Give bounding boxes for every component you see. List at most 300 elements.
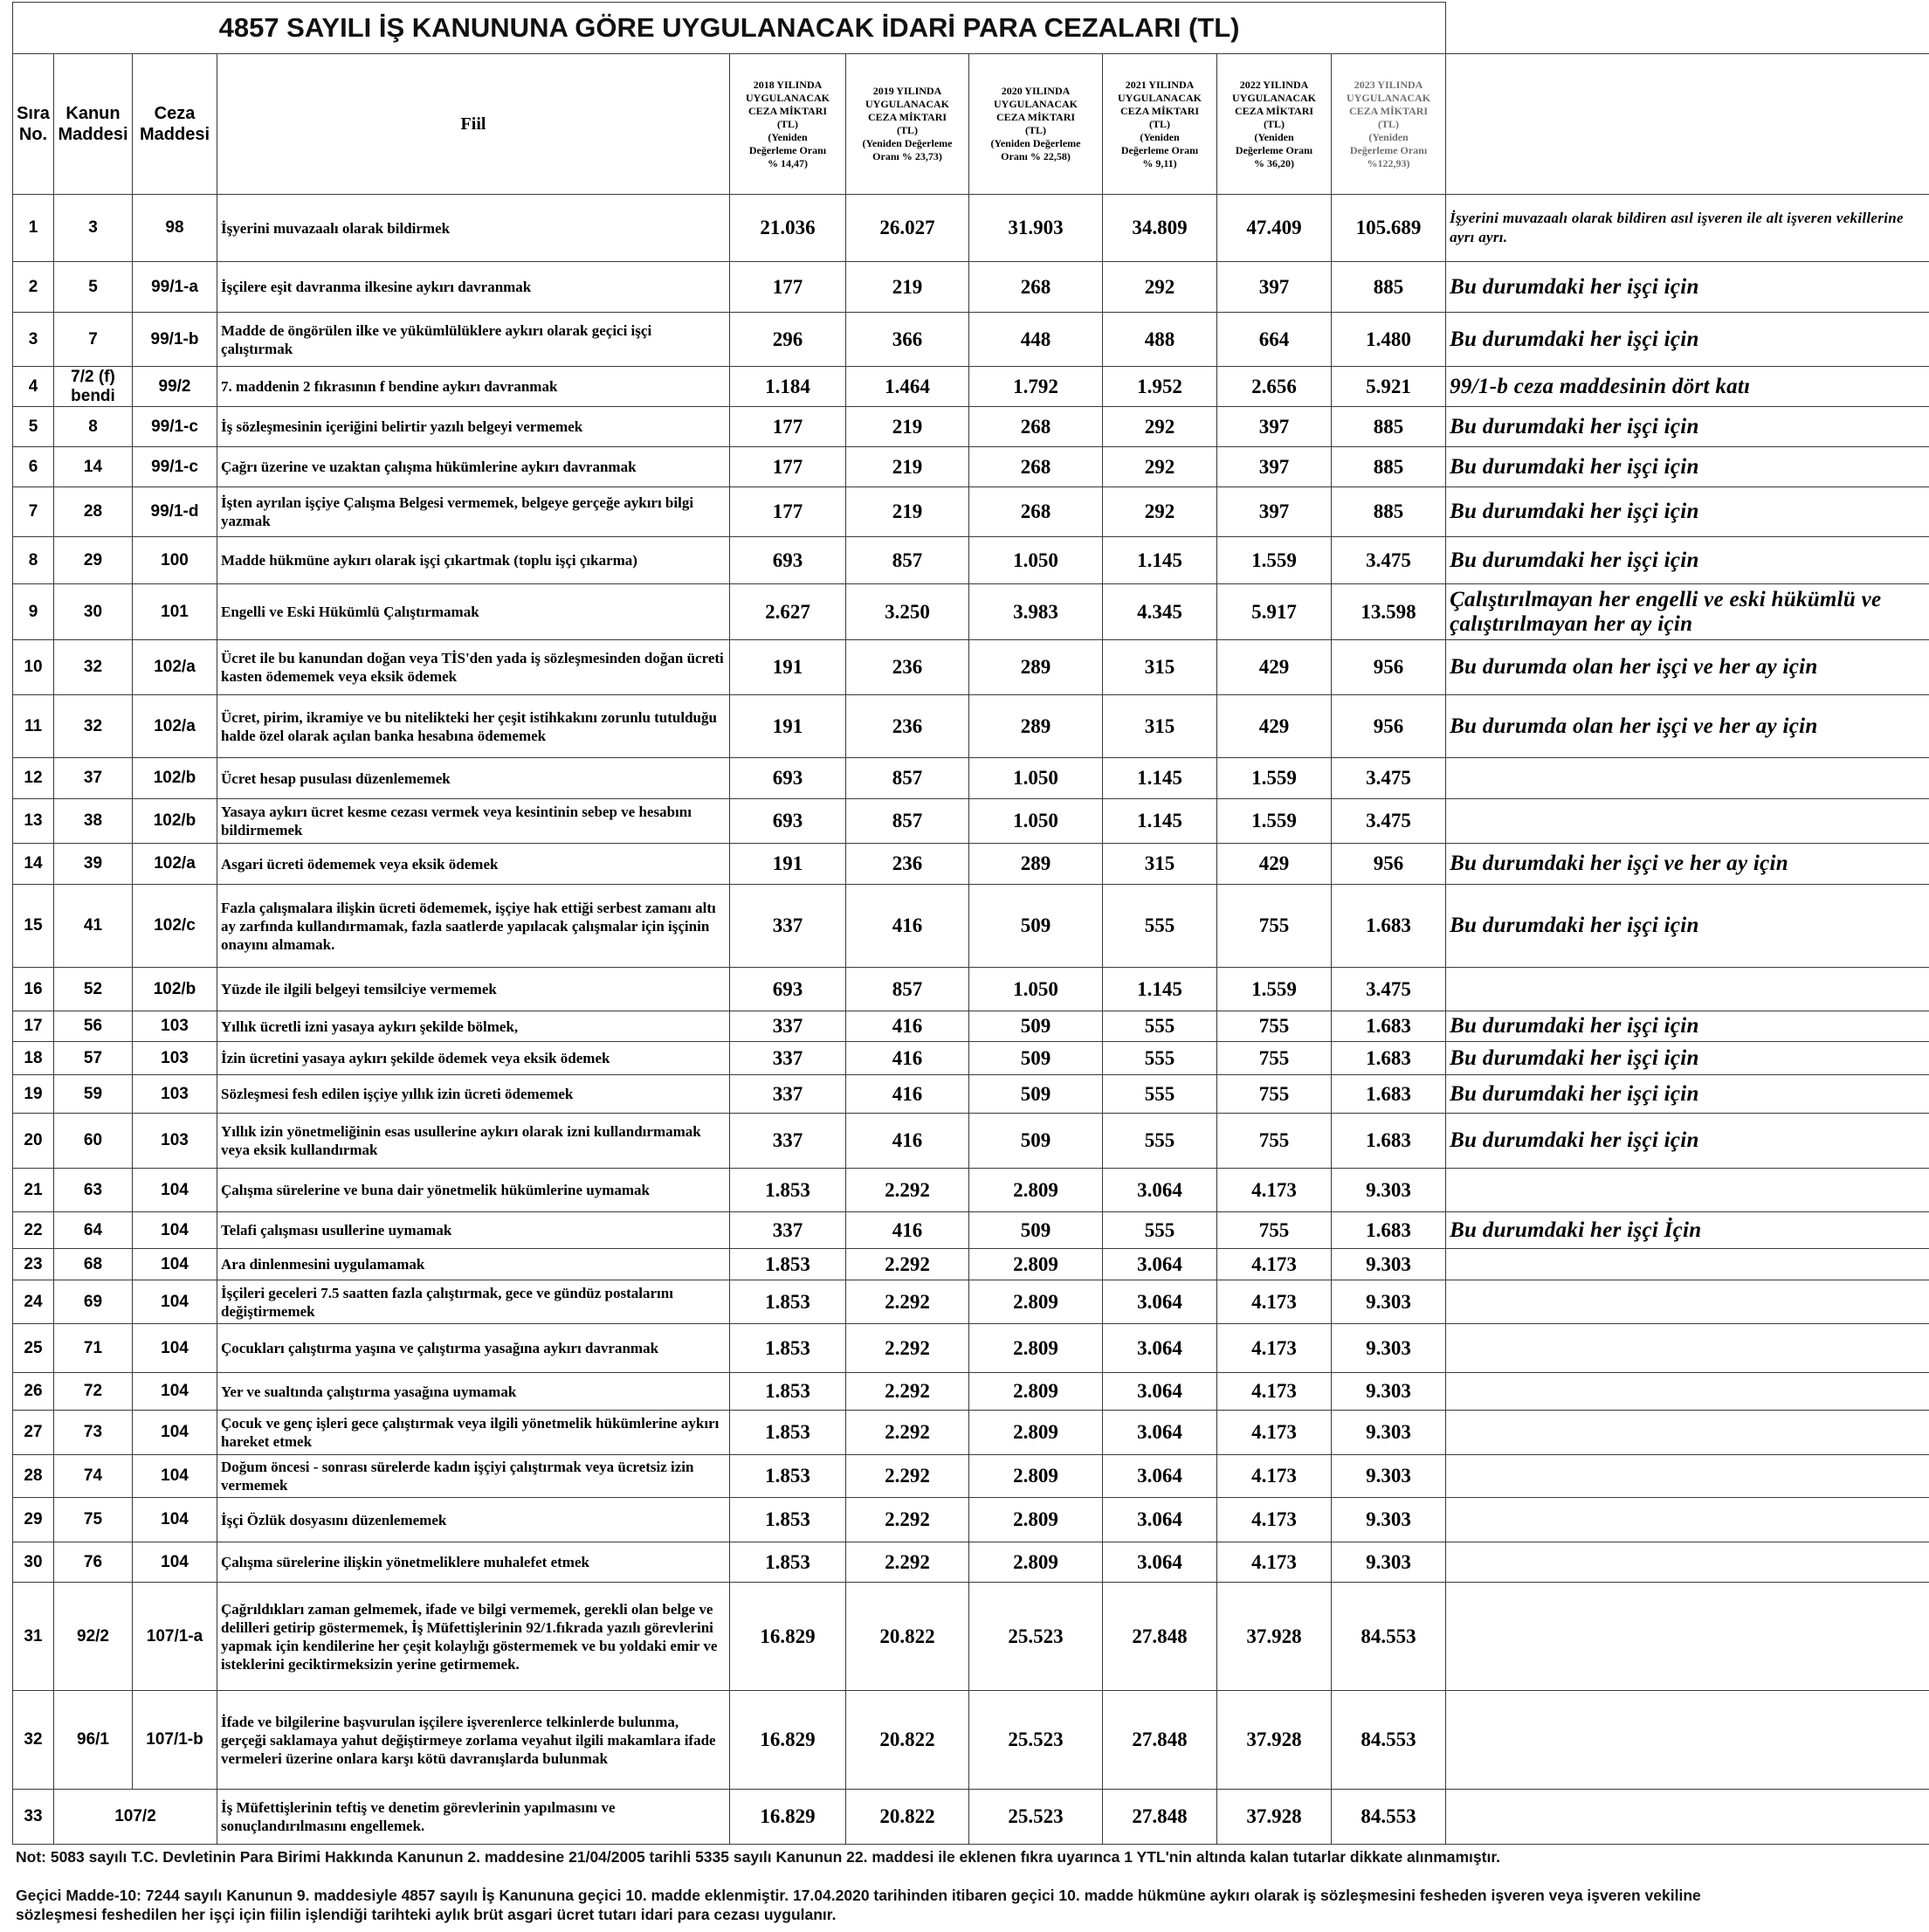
cell-amount-2023: 3.475 bbox=[1332, 799, 1446, 844]
cell-kanun-maddesi: 71 bbox=[54, 1324, 133, 1373]
cell-amount-2020: 25.523 bbox=[969, 1583, 1103, 1691]
cell-sira-no: 18 bbox=[13, 1042, 54, 1075]
cell-sira-no: 14 bbox=[13, 844, 54, 885]
cell-amount-2019: 236 bbox=[846, 844, 969, 885]
cell-note: Bu durumdaki her işçi için bbox=[1446, 1114, 1929, 1169]
cell-amount-2020: 509 bbox=[969, 1075, 1103, 1114]
cell-ceza-maddesi: 107/1-b bbox=[133, 1691, 217, 1790]
cell-amount-2019: 416 bbox=[846, 885, 969, 968]
cell-amount-2022: 755 bbox=[1217, 1042, 1332, 1075]
cell-amount-2023: 1.683 bbox=[1332, 885, 1446, 968]
cell-amount-2020: 268 bbox=[969, 262, 1103, 313]
cell-amount-2018: 693 bbox=[730, 968, 846, 1011]
cell-amount-2022: 1.559 bbox=[1217, 968, 1332, 1011]
cell-kanun-maddesi: 32 bbox=[54, 640, 133, 695]
cell-ceza-maddesi: 104 bbox=[133, 1249, 217, 1280]
cell-note bbox=[1446, 1324, 1929, 1373]
cell-amount-2022: 4.173 bbox=[1217, 1169, 1332, 1212]
table-row bbox=[13, 447, 1929, 487]
cell-kanun-maddesi: 92/2 bbox=[54, 1583, 133, 1691]
cell-amount-2022: 4.173 bbox=[1217, 1542, 1332, 1583]
cell-fiil: Ara dinlenmesini uygulamamak bbox=[217, 1249, 730, 1280]
cell-note: Bu durumda olan her işçi ve her ay için bbox=[1446, 695, 1929, 758]
cell-amount-2022: 755 bbox=[1217, 1114, 1332, 1169]
cell-ceza-maddesi: 104 bbox=[133, 1280, 217, 1324]
cell-sira-no: 32 bbox=[13, 1691, 54, 1790]
cell-fiil: İşçi Özlük dosyasını düzenlememek bbox=[217, 1498, 730, 1542]
cell-note bbox=[1446, 1373, 1929, 1411]
cell-amount-2020: 1.050 bbox=[969, 968, 1103, 1011]
cell-amount-2021: 488 bbox=[1103, 313, 1217, 367]
cell-amount-2019: 416 bbox=[846, 1114, 969, 1169]
cell-amount-2019: 219 bbox=[846, 487, 969, 537]
cell-kanun-maddesi: 59 bbox=[54, 1075, 133, 1114]
cell-amount-2018: 1.853 bbox=[730, 1498, 846, 1542]
cell-amount-2023: 1.683 bbox=[1332, 1114, 1446, 1169]
cell-kanun-maddesi: 75 bbox=[54, 1498, 133, 1542]
cell-fiil: Çağrı üzerine ve uzaktan çalışma hükümlerine aykırı davranmak bbox=[217, 447, 730, 487]
cell-sira-no: 28 bbox=[13, 1455, 54, 1498]
header-year-2023: 2023 YILINDA UYGULANACAK CEZA MİKTARI (TL) (Yeniden Değerleme Oranı %122,93) bbox=[1332, 54, 1446, 195]
cell-kanun-maddesi: 107/2 bbox=[54, 1790, 217, 1845]
cell-amount-2018: 177 bbox=[730, 447, 846, 487]
cell-fiil: İzin ücretini yasaya aykırı şekilde ödemek veya eksik ödemek bbox=[217, 1042, 730, 1075]
table-row bbox=[13, 695, 1929, 758]
cell-sira-no: 23 bbox=[13, 1249, 54, 1280]
cell-fiil: Doğum öncesi - sonrası sürelerde kadın işçiyi çalıştırmak veya ücretsiz izin vermemek bbox=[217, 1455, 730, 1498]
cell-amount-2023: 1.683 bbox=[1332, 1042, 1446, 1075]
table-row bbox=[13, 313, 1929, 367]
cell-amount-2021: 1.145 bbox=[1103, 799, 1217, 844]
cell-amount-2019: 2.292 bbox=[846, 1542, 969, 1583]
cell-fiil: Yasaya aykırı ücret kesme cezası vermek veya kesintinin sebep ve hesabını bildirmemek bbox=[217, 799, 730, 844]
cell-sira-no: 26 bbox=[13, 1373, 54, 1411]
table-row bbox=[13, 1324, 1929, 1373]
cell-amount-2021: 3.064 bbox=[1103, 1249, 1217, 1280]
cell-amount-2018: 1.853 bbox=[730, 1542, 846, 1583]
cell-kanun-maddesi: 74 bbox=[54, 1455, 133, 1498]
cell-amount-2023: 105.689 bbox=[1332, 195, 1446, 262]
table-row bbox=[13, 367, 1929, 407]
cell-amount-2023: 885 bbox=[1332, 447, 1446, 487]
cell-fiil: Yer ve sualtında çalıştırma yasağına uymamak bbox=[217, 1373, 730, 1411]
cell-amount-2023: 84.553 bbox=[1332, 1790, 1446, 1845]
cell-amount-2018: 296 bbox=[730, 313, 846, 367]
cell-sira-no: 29 bbox=[13, 1498, 54, 1542]
cell-amount-2021: 4.345 bbox=[1103, 584, 1217, 640]
table-row bbox=[13, 758, 1929, 799]
cell-fiil: Madde de öngörülen ilke ve yükümlülüklere aykırı olarak geçici işçi çalıştırmak bbox=[217, 313, 730, 367]
cell-amount-2018: 1.853 bbox=[730, 1249, 846, 1280]
cell-amount-2019: 416 bbox=[846, 1042, 969, 1075]
cell-ceza-maddesi: 102/b bbox=[133, 799, 217, 844]
cell-amount-2019: 3.250 bbox=[846, 584, 969, 640]
cell-amount-2018: 16.829 bbox=[730, 1691, 846, 1790]
cell-amount-2019: 1.464 bbox=[846, 367, 969, 407]
cell-amount-2018: 337 bbox=[730, 1075, 846, 1114]
cell-note: Bu durumdaki her işçi için bbox=[1446, 262, 1929, 313]
cell-fiil: Çocuk ve genç işleri gece çalıştırmak veya ilgili yönetmelik hükümlerine aykırı hareket etmek bbox=[217, 1411, 730, 1455]
cell-fiil: Ücret hesap pusulası düzenlememek bbox=[217, 758, 730, 799]
cell-amount-2018: 16.829 bbox=[730, 1583, 846, 1691]
cell-sira-no: 30 bbox=[13, 1542, 54, 1583]
cell-note bbox=[1446, 758, 1929, 799]
cell-amount-2022: 397 bbox=[1217, 447, 1332, 487]
cell-ceza-maddesi: 102/a bbox=[133, 640, 217, 695]
cell-amount-2019: 2.292 bbox=[846, 1455, 969, 1498]
header-ceza: Ceza Maddesi bbox=[133, 54, 217, 195]
cell-kanun-maddesi: 72 bbox=[54, 1373, 133, 1411]
cell-amount-2022: 1.559 bbox=[1217, 537, 1332, 584]
cell-amount-2020: 1.050 bbox=[969, 758, 1103, 799]
cell-fiil: İşten ayrılan işçiye Çalışma Belgesi vermemek, belgeye gerçeğe aykırı bilgi yazmak bbox=[217, 487, 730, 537]
cell-amount-2021: 292 bbox=[1103, 262, 1217, 313]
cell-amount-2022: 429 bbox=[1217, 640, 1332, 695]
cell-note bbox=[1446, 1455, 1929, 1498]
cell-sira-no: 7 bbox=[13, 487, 54, 537]
cell-amount-2021: 1.952 bbox=[1103, 367, 1217, 407]
cell-amount-2018: 693 bbox=[730, 799, 846, 844]
cell-note: Bu durumdaki her işçi için bbox=[1446, 407, 1929, 447]
cell-amount-2022: 755 bbox=[1217, 1212, 1332, 1249]
cell-amount-2019: 857 bbox=[846, 799, 969, 844]
cell-amount-2021: 27.848 bbox=[1103, 1790, 1217, 1845]
cell-ceza-maddesi: 100 bbox=[133, 537, 217, 584]
cell-sira-no: 25 bbox=[13, 1324, 54, 1373]
table-row bbox=[13, 1011, 1929, 1042]
cell-kanun-maddesi: 3 bbox=[54, 195, 133, 262]
cell-amount-2021: 315 bbox=[1103, 844, 1217, 885]
cell-amount-2021: 3.064 bbox=[1103, 1498, 1217, 1542]
footnote-gecici-line1: Geçici Madde-10: 7244 sayılı Kanunun 9. maddesiyle 4857 sayılı İş Kanununa geçici 10. madde eklenmiştir. 17.04.2020 tarihinden itibaren geçici 10. madde hükmüne aykırı olarak iş sözleşmesini fesheden işveren veya işveren vekiline bbox=[16, 1887, 1701, 1904]
cell-ceza-maddesi: 99/1-c bbox=[133, 407, 217, 447]
table-row bbox=[13, 1498, 1929, 1542]
cell-kanun-maddesi: 56 bbox=[54, 1011, 133, 1042]
table-row bbox=[13, 1280, 1929, 1324]
cell-amount-2021: 3.064 bbox=[1103, 1324, 1217, 1373]
cell-amount-2018: 1.853 bbox=[730, 1411, 846, 1455]
cell-kanun-maddesi: 57 bbox=[54, 1042, 133, 1075]
cell-amount-2018: 693 bbox=[730, 537, 846, 584]
cell-amount-2021: 555 bbox=[1103, 1011, 1217, 1042]
cell-amount-2022: 755 bbox=[1217, 1011, 1332, 1042]
header-note bbox=[1446, 54, 1929, 195]
cell-amount-2021: 3.064 bbox=[1103, 1455, 1217, 1498]
cell-amount-2022: 4.173 bbox=[1217, 1455, 1332, 1498]
table-row bbox=[13, 584, 1929, 640]
cell-kanun-maddesi: 60 bbox=[54, 1114, 133, 1169]
cell-amount-2021: 27.848 bbox=[1103, 1583, 1217, 1691]
table-row bbox=[13, 799, 1929, 844]
cell-amount-2019: 2.292 bbox=[846, 1373, 969, 1411]
table-row bbox=[13, 1542, 1929, 1583]
cell-amount-2019: 20.822 bbox=[846, 1790, 969, 1845]
cell-amount-2021: 292 bbox=[1103, 407, 1217, 447]
cell-kanun-maddesi: 28 bbox=[54, 487, 133, 537]
cell-amount-2018: 1.853 bbox=[730, 1169, 846, 1212]
cell-amount-2021: 292 bbox=[1103, 487, 1217, 537]
cell-amount-2021: 1.145 bbox=[1103, 968, 1217, 1011]
cell-kanun-maddesi: 63 bbox=[54, 1169, 133, 1212]
cell-fiil: Çağrıldıkları zaman gelmemek, ifade ve bilgi vermemek, gerekli olan belge ve delilleri getirip göstermemek, İş Müfettişlerinin 92/1.fıkrada yazılı görevlerini yapmak için kendilerine her çeşit kolaylığı göstermemek ve bu yoldaki emir ve isteklerini geciktirmeksizin yerine getirmemek. bbox=[217, 1583, 730, 1691]
cell-ceza-maddesi: 102/a bbox=[133, 844, 217, 885]
header-year-2019: 2019 YILINDA UYGULANACAK CEZA MİKTARI (TL) (Yeniden Değerleme Oranı % 23,73) bbox=[846, 54, 969, 195]
cell-amount-2020: 509 bbox=[969, 885, 1103, 968]
cell-ceza-maddesi: 103 bbox=[133, 1042, 217, 1075]
cell-amount-2019: 20.822 bbox=[846, 1583, 969, 1691]
cell-note bbox=[1446, 1583, 1929, 1691]
cell-amount-2020: 2.809 bbox=[969, 1455, 1103, 1498]
cell-fiil: Yıllık ücretli izni yasaya aykırı şekilde bölmek, bbox=[217, 1011, 730, 1042]
cell-fiil: Çalışma sürelerine ilişkin yönetmeliklere muhalefet etmek bbox=[217, 1542, 730, 1583]
cell-amount-2022: 37.928 bbox=[1217, 1790, 1332, 1845]
cell-sira-no: 13 bbox=[13, 799, 54, 844]
cell-amount-2023: 956 bbox=[1332, 640, 1446, 695]
cell-amount-2023: 9.303 bbox=[1332, 1280, 1446, 1324]
cell-ceza-maddesi: 104 bbox=[133, 1373, 217, 1411]
cell-amount-2021: 292 bbox=[1103, 447, 1217, 487]
cell-ceza-maddesi: 104 bbox=[133, 1455, 217, 1498]
cell-sira-no: 20 bbox=[13, 1114, 54, 1169]
cell-amount-2023: 885 bbox=[1332, 487, 1446, 537]
cell-amount-2021: 34.809 bbox=[1103, 195, 1217, 262]
cell-ceza-maddesi: 99/1-c bbox=[133, 447, 217, 487]
cell-amount-2023: 9.303 bbox=[1332, 1455, 1446, 1498]
cell-amount-2022: 1.559 bbox=[1217, 799, 1332, 844]
page-title: 4857 SAYILI İŞ KANUNUNA GÖRE UYGULANACAK İDARİ PARA CEZALARI (TL) bbox=[13, 3, 1446, 54]
cell-amount-2022: 4.173 bbox=[1217, 1411, 1332, 1455]
cell-amount-2023: 9.303 bbox=[1332, 1498, 1446, 1542]
cell-fiil: İşçilere eşit davranma ilkesine aykırı davranmak bbox=[217, 262, 730, 313]
cell-ceza-maddesi: 103 bbox=[133, 1075, 217, 1114]
cell-amount-2020: 25.523 bbox=[969, 1691, 1103, 1790]
cell-amount-2020: 268 bbox=[969, 487, 1103, 537]
cell-amount-2022: 397 bbox=[1217, 487, 1332, 537]
table-row bbox=[13, 1169, 1929, 1212]
cell-amount-2018: 1.184 bbox=[730, 367, 846, 407]
cell-amount-2019: 416 bbox=[846, 1212, 969, 1249]
table-row bbox=[13, 262, 1929, 313]
cell-amount-2022: 429 bbox=[1217, 695, 1332, 758]
header-year-2021: 2021 YILINDA UYGULANACAK CEZA MİKTARI (TL) (Yeniden Değerleme Oranı % 9,11) bbox=[1103, 54, 1217, 195]
cell-ceza-maddesi: 99/1-a bbox=[133, 262, 217, 313]
table-row bbox=[13, 1114, 1929, 1169]
cell-amount-2018: 2.627 bbox=[730, 584, 846, 640]
cell-fiil: İfade ve bilgilerine başvurulan işçilere işverenlerce telkinlerde bulunma, gerçeği saklamaya yahut değiştirmeye zorlama veyahut ilgili makamlara ifade vermeleri üzerine onlara karşı kötü davranışlarda bulunmak bbox=[217, 1691, 730, 1790]
table-row bbox=[13, 844, 1929, 885]
cell-amount-2023: 9.303 bbox=[1332, 1249, 1446, 1280]
cell-note: Bu durumdaki her işçi için bbox=[1446, 1042, 1929, 1075]
cell-kanun-maddesi: 68 bbox=[54, 1249, 133, 1280]
cell-amount-2023: 9.303 bbox=[1332, 1542, 1446, 1583]
cell-fiil: İş sözleşmesinin içeriğini belirtir yazılı belgeyi vermemek bbox=[217, 407, 730, 447]
cell-note: Bu durumdaki her işçi için bbox=[1446, 1075, 1929, 1114]
cell-amount-2021: 3.064 bbox=[1103, 1542, 1217, 1583]
cell-amount-2020: 509 bbox=[969, 1212, 1103, 1249]
cell-note: Bu durumdaki her işçi ve her ay için bbox=[1446, 844, 1929, 885]
cell-ceza-maddesi: 102/b bbox=[133, 758, 217, 799]
cell-amount-2020: 2.809 bbox=[969, 1280, 1103, 1324]
cell-fiil: Ücret ile bu kanundan doğan veya TİS'den yada iş sözleşmesinden doğan ücreti kasten ödememek veya eksik ödemek bbox=[217, 640, 730, 695]
cell-amount-2022: 5.917 bbox=[1217, 584, 1332, 640]
cell-fiil: Asgari ücreti ödememek veya eksik ödemek bbox=[217, 844, 730, 885]
cell-amount-2023: 1.683 bbox=[1332, 1011, 1446, 1042]
cell-fiil: Çalışma sürelerine ve buna dair yönetmelik hükümlerine uymamak bbox=[217, 1169, 730, 1212]
cell-amount-2022: 2.656 bbox=[1217, 367, 1332, 407]
cell-kanun-maddesi: 76 bbox=[54, 1542, 133, 1583]
header-year-2020: 2020 YILINDA UYGULANACAK CEZA MİKTARI (TL) (Yeniden Değerleme Oranı % 22,58) bbox=[969, 54, 1103, 195]
cell-ceza-maddesi: 99/1-d bbox=[133, 487, 217, 537]
cell-amount-2019: 219 bbox=[846, 262, 969, 313]
cell-amount-2018: 337 bbox=[730, 1042, 846, 1075]
cell-amount-2020: 289 bbox=[969, 844, 1103, 885]
cell-sira-no: 8 bbox=[13, 537, 54, 584]
cell-ceza-maddesi: 102/a bbox=[133, 695, 217, 758]
cell-amount-2022: 4.173 bbox=[1217, 1498, 1332, 1542]
cell-sira-no: 27 bbox=[13, 1411, 54, 1455]
cell-amount-2020: 268 bbox=[969, 447, 1103, 487]
cell-fiil: Yüzde ile ilgili belgeyi temsilciye vermemek bbox=[217, 968, 730, 1011]
cell-sira-no: 24 bbox=[13, 1280, 54, 1324]
table-row bbox=[13, 1455, 1929, 1498]
table-row bbox=[13, 1790, 1929, 1845]
cell-amount-2022: 397 bbox=[1217, 407, 1332, 447]
cell-amount-2023: 1.480 bbox=[1332, 313, 1446, 367]
cell-fiil: Yıllık izin yönetmeliğinin esas usullerine aykırı olarak izni kullandırmamak veya eksik kullandırmak bbox=[217, 1114, 730, 1169]
cell-amount-2022: 4.173 bbox=[1217, 1373, 1332, 1411]
cell-amount-2019: 2.292 bbox=[846, 1498, 969, 1542]
cell-amount-2021: 555 bbox=[1103, 1042, 1217, 1075]
table-row bbox=[13, 1249, 1929, 1280]
table-row bbox=[13, 1373, 1929, 1411]
cell-amount-2021: 1.145 bbox=[1103, 537, 1217, 584]
cell-amount-2021: 3.064 bbox=[1103, 1280, 1217, 1324]
cell-ceza-maddesi: 104 bbox=[133, 1542, 217, 1583]
cell-amount-2022: 4.173 bbox=[1217, 1249, 1332, 1280]
cell-amount-2023: 956 bbox=[1332, 844, 1446, 885]
cell-amount-2020: 1.792 bbox=[969, 367, 1103, 407]
cell-fiil: Ücret, pirim, ikramiye ve bu nitelikteki her çeşit istihkakını zorunlu tutulduğu halde özel olarak açılan banka hesabına ödememek bbox=[217, 695, 730, 758]
footnote-not: Not: 5083 sayılı T.C. Devletinin Para Birimi Hakkında Kanunun 2. maddesine 21/04/2005 tarihli 5335 sayılı Kanunun 22. maddesi ile eklenen fıkra uyarınca 1 YTL'nin altında kalan tutarlar dikkate alınmamıştır. bbox=[16, 1848, 1501, 1866]
cell-ceza-maddesi: 102/c bbox=[133, 885, 217, 968]
cell-amount-2023: 9.303 bbox=[1332, 1373, 1446, 1411]
header-kanun: Kanun Maddesi bbox=[54, 54, 133, 195]
cell-amount-2023: 13.598 bbox=[1332, 584, 1446, 640]
penalty-table bbox=[12, 2, 1929, 1845]
cell-fiil: Madde hükmüne aykırı olarak işçi çıkartmak (toplu işçi çıkarma) bbox=[217, 537, 730, 584]
cell-kanun-maddesi: 73 bbox=[54, 1411, 133, 1455]
cell-amount-2022: 47.409 bbox=[1217, 195, 1332, 262]
cell-amount-2022: 429 bbox=[1217, 844, 1332, 885]
cell-note bbox=[1446, 1280, 1929, 1324]
cell-kanun-maddesi: 7 bbox=[54, 313, 133, 367]
cell-amount-2020: 1.050 bbox=[969, 799, 1103, 844]
cell-amount-2022: 1.559 bbox=[1217, 758, 1332, 799]
cell-kanun-maddesi: 96/1 bbox=[54, 1691, 133, 1790]
cell-sira-no: 11 bbox=[13, 695, 54, 758]
cell-kanun-maddesi: 30 bbox=[54, 584, 133, 640]
cell-sira-no: 17 bbox=[13, 1011, 54, 1042]
cell-amount-2018: 177 bbox=[730, 407, 846, 447]
cell-amount-2019: 20.822 bbox=[846, 1691, 969, 1790]
cell-ceza-maddesi: 101 bbox=[133, 584, 217, 640]
cell-amount-2018: 191 bbox=[730, 844, 846, 885]
cell-amount-2023: 9.303 bbox=[1332, 1169, 1446, 1212]
cell-amount-2023: 3.475 bbox=[1332, 537, 1446, 584]
cell-sira-no: 9 bbox=[13, 584, 54, 640]
cell-note bbox=[1446, 1411, 1929, 1455]
cell-kanun-maddesi: 7/2 (f) bendi bbox=[54, 367, 133, 407]
cell-note: Bu durumda olan her işçi ve her ay için bbox=[1446, 640, 1929, 695]
cell-amount-2018: 16.829 bbox=[730, 1790, 846, 1845]
cell-note: Bu durumdaki her işçi için bbox=[1446, 537, 1929, 584]
cell-amount-2022: 755 bbox=[1217, 885, 1332, 968]
table-row bbox=[13, 537, 1929, 584]
cell-amount-2023: 9.303 bbox=[1332, 1411, 1446, 1455]
cell-amount-2020: 268 bbox=[969, 407, 1103, 447]
cell-amount-2019: 2.292 bbox=[846, 1411, 969, 1455]
cell-amount-2018: 191 bbox=[730, 640, 846, 695]
cell-amount-2019: 219 bbox=[846, 447, 969, 487]
cell-amount-2018: 177 bbox=[730, 262, 846, 313]
cell-amount-2019: 857 bbox=[846, 537, 969, 584]
cell-ceza-maddesi: 99/1-b bbox=[133, 313, 217, 367]
table-row bbox=[13, 407, 1929, 447]
cell-amount-2019: 416 bbox=[846, 1075, 969, 1114]
cell-amount-2018: 1.853 bbox=[730, 1373, 846, 1411]
cell-amount-2018: 693 bbox=[730, 758, 846, 799]
cell-amount-2023: 3.475 bbox=[1332, 968, 1446, 1011]
table-row bbox=[13, 195, 1929, 262]
cell-fiil: 7. maddenin 2 fıkrasının f bendine aykırı davranmak bbox=[217, 367, 730, 407]
cell-ceza-maddesi: 104 bbox=[133, 1169, 217, 1212]
cell-fiil: Engelli ve Eski Hükümlü Çalıştırmamak bbox=[217, 584, 730, 640]
cell-amount-2019: 2.292 bbox=[846, 1249, 969, 1280]
cell-amount-2023: 885 bbox=[1332, 262, 1446, 313]
cell-kanun-maddesi: 52 bbox=[54, 968, 133, 1011]
table-row bbox=[13, 1691, 1929, 1790]
cell-amount-2018: 337 bbox=[730, 1114, 846, 1169]
cell-amount-2018: 21.036 bbox=[730, 195, 846, 262]
cell-amount-2021: 1.145 bbox=[1103, 758, 1217, 799]
cell-note: Bu durumdaki her işçi İçin bbox=[1446, 1212, 1929, 1249]
cell-amount-2022: 755 bbox=[1217, 1075, 1332, 1114]
table-row bbox=[13, 1075, 1929, 1114]
cell-kanun-maddesi: 41 bbox=[54, 885, 133, 968]
cell-fiil: İşyerini muvazaalı olarak bildirmek bbox=[217, 195, 730, 262]
cell-sira-no: 12 bbox=[13, 758, 54, 799]
cell-sira-no: 15 bbox=[13, 885, 54, 968]
cell-ceza-maddesi: 104 bbox=[133, 1411, 217, 1455]
header-sira: Sıra No. bbox=[13, 54, 54, 195]
cell-amount-2023: 9.303 bbox=[1332, 1324, 1446, 1373]
cell-amount-2020: 448 bbox=[969, 313, 1103, 367]
cell-sira-no: 5 bbox=[13, 407, 54, 447]
cell-amount-2018: 177 bbox=[730, 487, 846, 537]
cell-note: 99/1-b ceza maddesinin dört katı bbox=[1446, 367, 1929, 407]
cell-amount-2019: 2.292 bbox=[846, 1169, 969, 1212]
table-row bbox=[13, 885, 1929, 968]
cell-amount-2018: 191 bbox=[730, 695, 846, 758]
cell-amount-2022: 397 bbox=[1217, 262, 1332, 313]
cell-note bbox=[1446, 1249, 1929, 1280]
cell-amount-2020: 3.983 bbox=[969, 584, 1103, 640]
cell-amount-2021: 27.848 bbox=[1103, 1691, 1217, 1790]
cell-kanun-maddesi: 38 bbox=[54, 799, 133, 844]
cell-note: Bu durumdaki her işçi için bbox=[1446, 313, 1929, 367]
cell-ceza-maddesi: 102/b bbox=[133, 968, 217, 1011]
header-year-2018: 2018 YILINDA UYGULANACAK CEZA MİKTARI (TL) (Yeniden Değerleme Oranı % 14,47) bbox=[730, 54, 846, 195]
